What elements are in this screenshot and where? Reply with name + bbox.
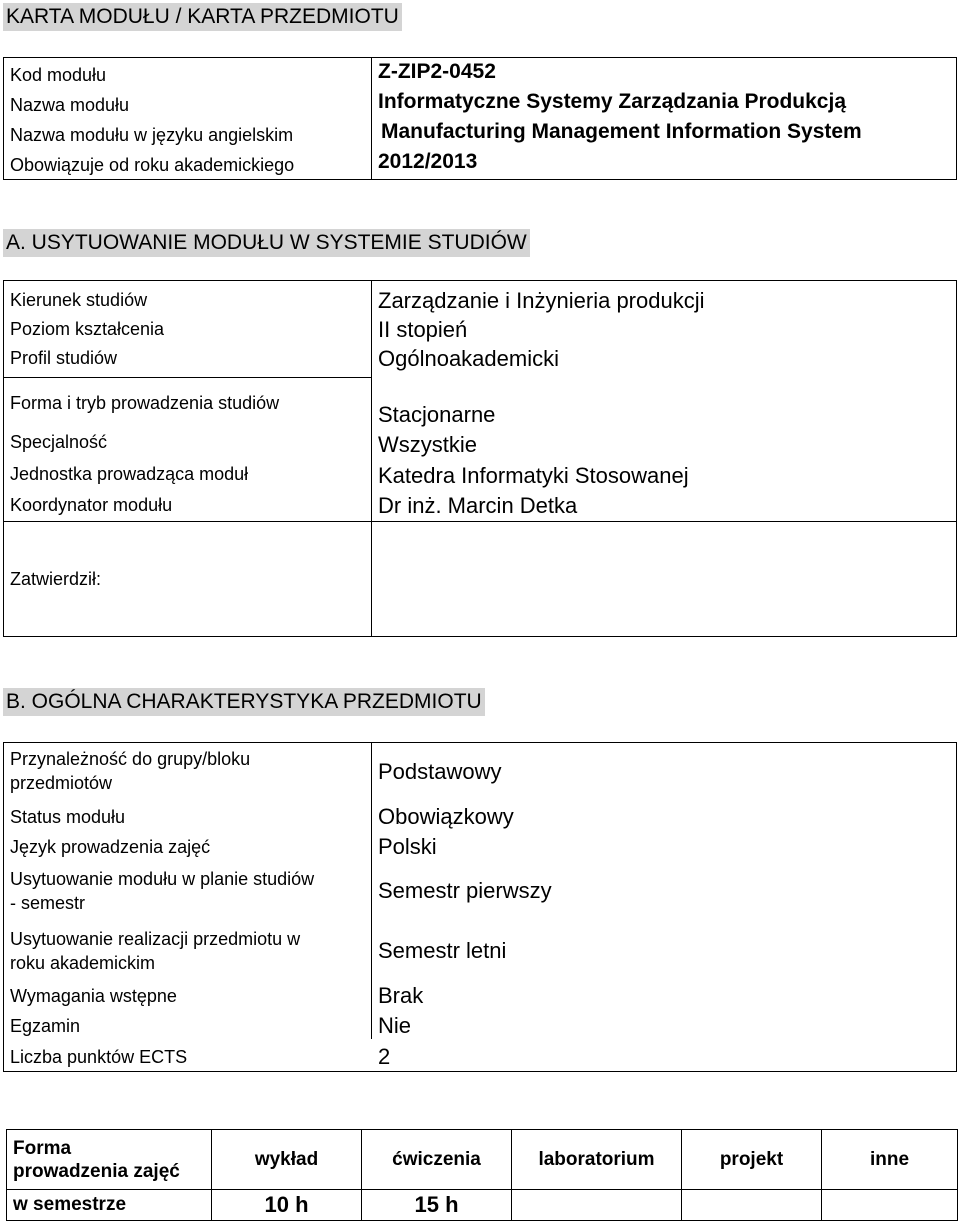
academic-year-label-line2: roku akademickim (10, 953, 156, 973)
column-lecture: wykład (212, 1130, 362, 1190)
study-mode-value: Stacjonarne (378, 402, 496, 427)
unit-label: Jednostka prowadząca moduł (10, 464, 249, 484)
specialty-value: Wszystkie (378, 432, 477, 457)
section-a-title: A. USYTUOWANIE MODUŁU W SYSTEMIE STUDIÓW (3, 229, 530, 257)
education-level-label: Poziom kształcenia (10, 319, 165, 339)
academic-year-label: Usytuowanie realizacji przedmiotu w (10, 929, 301, 949)
column-project: projekt (682, 1130, 822, 1190)
coordinator-value: Dr inż. Marcin Detka (378, 493, 578, 518)
ects-label: Liczba punktów ECTS (10, 1047, 188, 1067)
class-forms-header-row (7, 1130, 958, 1190)
ects-value: 2 (378, 1044, 391, 1069)
exam-value: Nie (378, 1013, 412, 1038)
class-forms-semester-row (7, 1190, 958, 1221)
column-exercises: ćwiczenia (362, 1130, 512, 1190)
column-divider (371, 743, 372, 1039)
coordinator-label: Koordynator modułu (10, 495, 173, 515)
semester-position-label: Usytuowanie modułu w planie studiów (10, 869, 315, 889)
exercises-hours: 15 h (362, 1190, 512, 1221)
module-name-label: Nazwa modułu (10, 95, 130, 115)
section-b-table (3, 742, 957, 1072)
document-title: KARTA MODUŁU / KARTA PRZEDMIOTU (3, 3, 402, 31)
unit-value: Katedra Informatyki Stosowanej (378, 463, 689, 488)
education-level-value: II stopień (378, 317, 468, 342)
module-code-label: Kod modułu (10, 65, 107, 85)
module-name-value: Informatyczne Systemy Zarządzania Produkcją (378, 90, 846, 113)
column-other: inne (822, 1130, 958, 1190)
forms-header-cell (7, 1130, 212, 1190)
row-divider (4, 377, 371, 378)
project-hours (682, 1190, 822, 1221)
language-label: Język prowadzenia zajęć (10, 837, 211, 857)
module-status-value: Obowiązkowy (378, 804, 514, 829)
lecture-hours: 10 h (212, 1190, 362, 1221)
group-value: Podstawowy (378, 759, 502, 784)
field-of-study-value: Zarządzanie i Inżynieria produkcji (378, 288, 705, 313)
approved-label: Zatwierdził: (10, 569, 102, 589)
prerequisites-value: Brak (378, 983, 424, 1008)
study-profile-label: Profil studiów (10, 348, 118, 368)
semester-position-label-line2: - semestr (10, 893, 86, 913)
study-mode-label: Forma i tryb prowadzenia studiów (10, 393, 280, 413)
other-hours (822, 1190, 958, 1221)
row-divider (4, 521, 956, 522)
semester-row-label: w semestrze (7, 1190, 212, 1221)
module-name-en-label: Nazwa modułu w języku angielskim (10, 125, 294, 145)
field-of-study-label: Kierunek studiów (10, 290, 148, 310)
column-divider (371, 58, 372, 179)
section-b-title: B. OGÓLNA CHARAKTERYSTYKA PRZEDMIOTU (3, 688, 485, 716)
module-status-label: Status modułu (10, 807, 126, 827)
module-code-value: Z-ZIP2-0452 (378, 60, 496, 83)
forms-header-line2: prowadzenia zajęć (13, 1160, 180, 1182)
valid-from-label: Obowiązuje od roku akademickiego (10, 155, 295, 175)
language-value: Polski (378, 834, 437, 859)
exam-label: Egzamin (10, 1016, 81, 1036)
valid-from-value: 2012/2013 (378, 150, 478, 173)
academic-year-value: Semestr letni (378, 938, 507, 963)
column-laboratory: laboratorium (512, 1130, 682, 1190)
forms-header-line1: Forma (13, 1137, 72, 1159)
laboratory-hours (512, 1190, 682, 1221)
specialty-label: Specjalność (10, 432, 108, 452)
module-name-en-value: Manufacturing Management Information System (381, 120, 862, 143)
prerequisites-label: Wymagania wstępne (10, 986, 177, 1006)
column-divider (371, 281, 372, 636)
study-profile-value: Ogólnoakademicki (378, 346, 559, 371)
class-forms-table (6, 1129, 958, 1221)
group-label-line2: przedmiotów (10, 773, 113, 793)
group-label: Przynależność do grupy/bloku (10, 749, 251, 769)
semester-position-value: Semestr pierwszy (378, 878, 552, 903)
